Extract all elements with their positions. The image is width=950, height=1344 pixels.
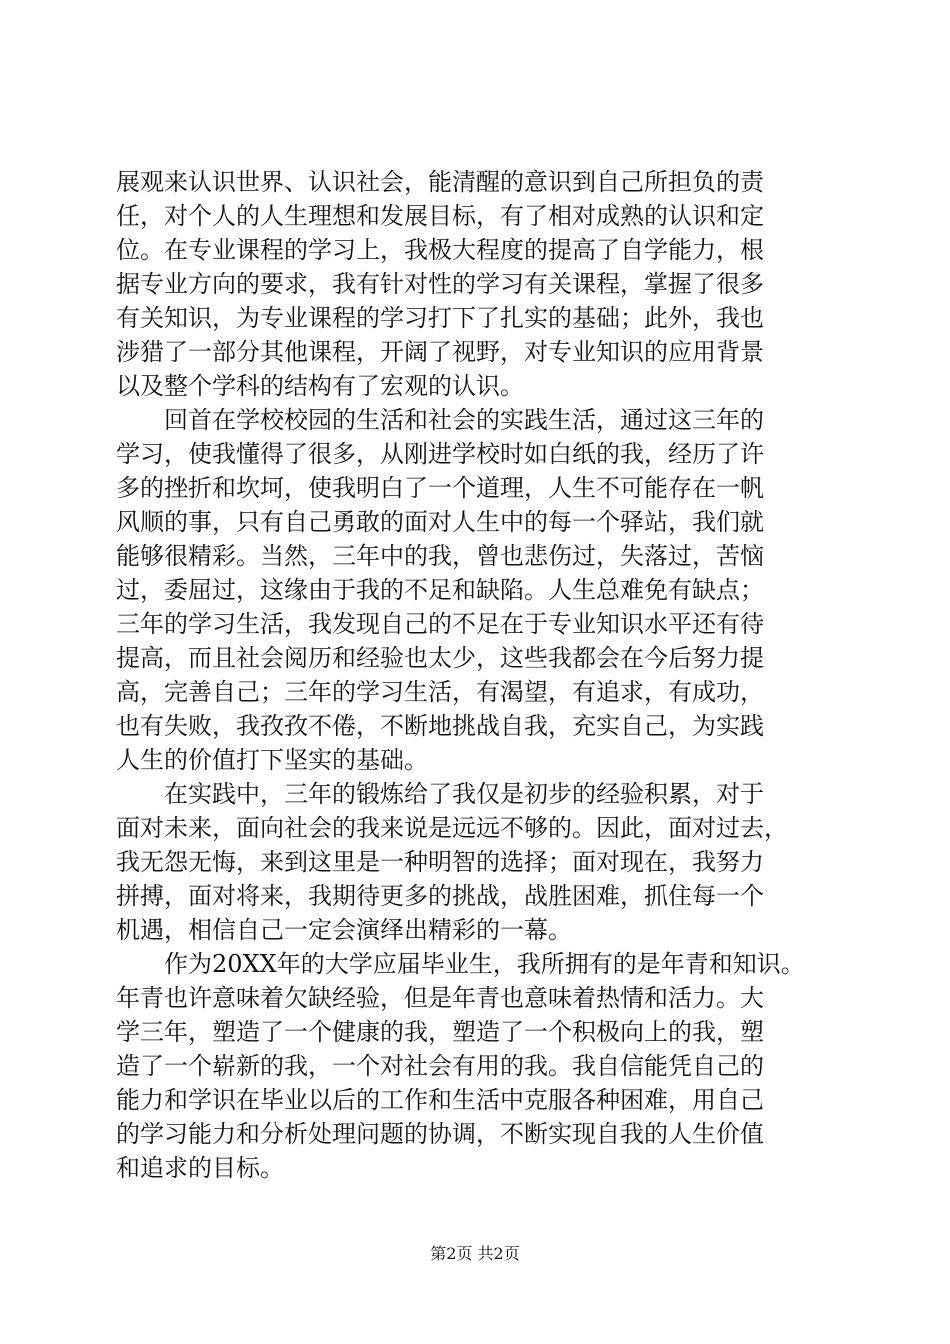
- text-line: 据专业方向的要求，我有针对性的学习有关课程，掌握了很多: [116, 270, 764, 298]
- text-line: 任，对个人的人生理想和发展目标，有了相对成熟的认识和定: [116, 202, 764, 230]
- text-line: 人生的价值打下坚实的基础。: [116, 746, 428, 774]
- paragraph-first-line: 在实践中，三年的锻炼给了我仅是初步的经验积累，对于: [164, 780, 764, 808]
- text-line: 面对未来，面向社会的我来说是远远不够的。因此，面对过去，: [116, 814, 788, 842]
- text-line: 涉猎了一部分其他课程，开阔了视野，对专业知识的应用背景: [116, 338, 764, 366]
- text-line: 三年的学习生活，我发现自己的不足在于专业知识水平还有待: [116, 610, 764, 638]
- text-line: 年青也许意味着欠缺经验，但是年青也意味着热情和活力。大: [116, 984, 764, 1012]
- text-line: 高，完善自己；三年的学习生活，有渴望，有追求，有成功，: [116, 678, 764, 706]
- page-number-footer: 第2页 共2页: [430, 1244, 520, 1263]
- text-line: 位。在专业课程的学习上，我极大程度的提高了自学能力，根: [116, 236, 764, 264]
- text-line: 提高，而且社会阅历和经验也太少，这些我都会在今后努力提: [116, 644, 764, 672]
- text-line: 拼搏，面对将来，我期待更多的挑战，战胜困难，抓住每一个: [116, 882, 764, 910]
- paragraph-first-line: 回首在学校校园的生活和社会的实践生活，通过这三年的: [164, 406, 764, 434]
- text-line: 有关知识，为专业课程的学习打下了扎实的基础；此外，我也: [116, 304, 764, 332]
- text-line: 也有失败，我孜孜不倦，不断地挑战自我，充实自己，为实践: [116, 712, 764, 740]
- document-body: [116, 165, 846, 1185]
- text-line: 造了一个崭新的我，一个对社会有用的我。我自信能凭自己的: [116, 1052, 764, 1080]
- text-line: 能够很精彩。当然，三年中的我，曾也悲伤过，失落过，苦恼: [116, 542, 764, 570]
- paragraph-first-line: 作为20XX年的大学应届毕业生，我所拥有的是年青和知识。: [164, 950, 805, 978]
- text-line: 风顺的事，只有自己勇敢的面对人生中的每一个驿站，我们就: [116, 508, 764, 536]
- text-line: 我无怨无悔，来到这里是一种明智的选择；面对现在，我努力: [116, 848, 764, 876]
- text-line: 过，委屈过，这缘由于我的不足和缺陷。人生总难免有缺点；: [116, 576, 764, 604]
- text-line: 学三年，塑造了一个健康的我，塑造了一个积极向上的我，塑: [116, 1018, 764, 1046]
- text-line: 能力和学识在毕业以后的工作和生活中克服各种困难，用自己: [116, 1086, 764, 1114]
- text-line: 展观来认识世界、认识社会，能清醒的意识到自己所担负的责: [116, 168, 764, 196]
- text-line: 机遇，相信自己一定会演绎出精彩的一幕。: [116, 916, 572, 944]
- text-line: 多的挫折和坎坷，使我明白了一个道理，人生不可能存在一帆: [116, 474, 764, 502]
- text-line: 以及整个学科的结构有了宏观的认识。: [116, 372, 524, 400]
- text-line: 的学习能力和分析处理问题的协调，不断实现自我的人生价值: [116, 1120, 764, 1148]
- text-line: 学习，使我懂得了很多，从刚进学校时如白纸的我，经历了许: [116, 440, 764, 468]
- text-line: 和追求的目标。: [116, 1154, 284, 1182]
